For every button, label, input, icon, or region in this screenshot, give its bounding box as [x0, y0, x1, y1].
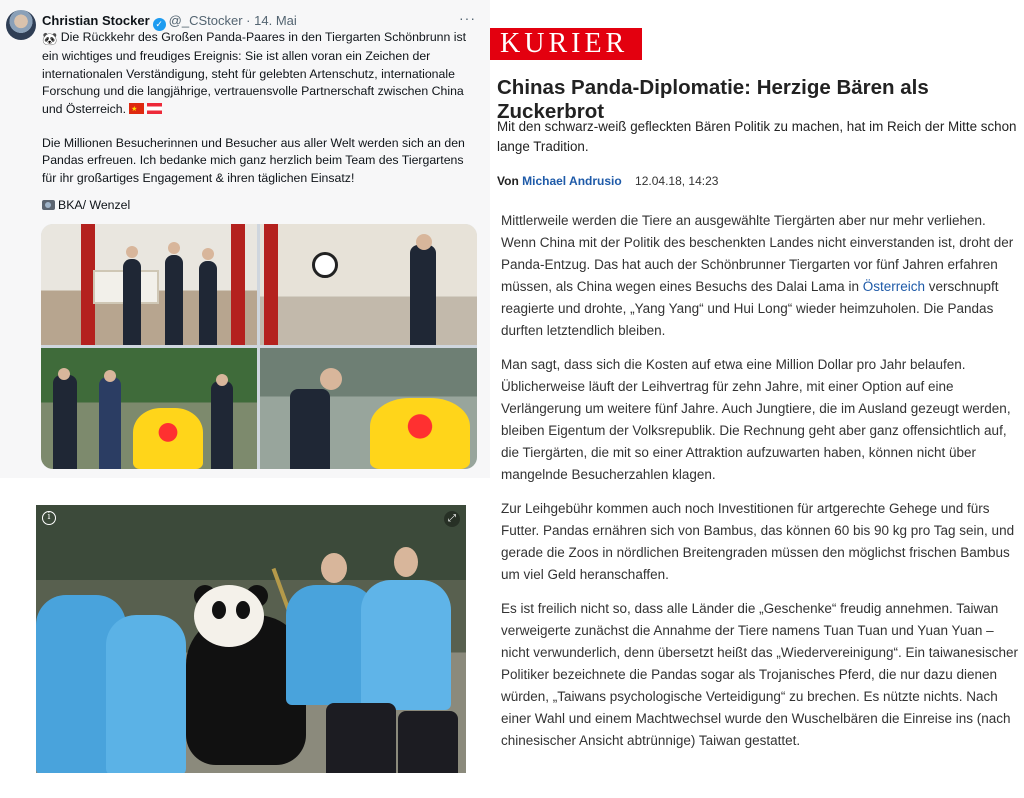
- info-icon[interactable]: i: [42, 511, 56, 525]
- person-head: [58, 368, 70, 380]
- panda-photo[interactable]: [36, 505, 466, 773]
- tweet-photo-4[interactable]: [260, 348, 477, 469]
- tweet-card[interactable]: [0, 0, 490, 478]
- article-paragraph-2: Man sagt, dass sich die Kosten auf etwa eine Million Dollar pro Jahr belaufen. Üblicherweise läuft der Leihvertrag für zehn Jahre, mit einer Option auf eine Verlängerung um weitere fünf Jahre. Auch Jungtiere, die im Ausland gezeugt werden, bleiben Eigentum der Volksrepublik. Die Rechnung geht aber ganz offensichtlich auf, die Tiergärten, die mit so einer Attraktion aufzuwarten haben, können nicht über mangelnde Besucherzahlen klagen.: [501, 357, 1011, 482]
- person: [290, 389, 330, 469]
- logo-text: KURIER: [500, 28, 629, 59]
- photo-credit-text: BKA/ Wenzel: [58, 198, 131, 212]
- flag-austria-icon: [147, 103, 162, 114]
- article-paragraph-1: [501, 210, 1021, 342]
- person: [165, 255, 183, 345]
- person-head: [320, 368, 342, 390]
- article-lead: Mit den schwarz-weiß gefleckten Bären Politik zu machen, hat im Reich der Mitte schon lange Tradition.: [497, 119, 1017, 154]
- by-label: Von: [497, 174, 519, 188]
- person-head: [321, 553, 347, 583]
- person-head: [126, 246, 138, 258]
- tweet-paragraph-1-text: Die Rückkehr des Großen Panda-Paares in den Tiergarten Schönbrunn ist ein wichtiges und freudiges Ereignis: Sie ist allen voran ein Zeichen der internationalen Verständigung, steht für gelebten Artenschutz, internationale Forschung und die langjährige, vertrauensvolle Partnerschaft zwischen China und Österreich.: [42, 30, 467, 116]
- tweet-paragraph-1: [42, 29, 474, 118]
- person-legs: [398, 711, 458, 773]
- person: [123, 259, 141, 345]
- author-handle[interactable]: @_CStocker: [168, 13, 243, 28]
- tweet-paragraph-2: Die Millionen Besucherinnen und Besucher aus aller Welt werden sich an den Pandas erfreuen. Ich bedanke mich ganz herzlich beim Team des Tiergartens für ihr großartiges Engagement & ihren täglichen Einsatz!: [42, 136, 465, 185]
- panda-eye: [212, 601, 226, 619]
- paragraph-text: Mittlerweile werden die Tiere an ausgewählte Tiergärten aber nur mehr verliehen. Wenn China mit der Politik des beschenkten Landes nicht einverstanden ist, droht der Panda-Entzug. Das hat auch der Schönbrunner Tiergarten vor fünf Jahren erfahren müssen, als China wegen eines Besuchs des Dalai Lama in: [501, 213, 1014, 294]
- tweet-photo-3[interactable]: [41, 348, 257, 469]
- red-pillar: [231, 224, 245, 345]
- person-head: [394, 547, 418, 577]
- panda-figure: [312, 252, 338, 278]
- expand-icon[interactable]: ⤢: [444, 511, 460, 527]
- photo-credit: [42, 198, 130, 212]
- article-body: [501, 210, 1021, 764]
- article-paragraph-4: Es ist freilich nicht so, dass alle Länder die „Geschenke“ freudig annehmen. Taiwan verweigerte zunächst die Annahme der Tiere namens Tuan Tuan und Yuan Yuan – nicht verwunderlich, denn übersetzt heißt das „Wiedervereinigung“. Ein taiwanesischer Politiker bezeichnete die Pandas sogar als Trojanisches Pferd, die nur dazu dienen würden, „Taiwans psychologische Verteidigung“ zu brechen. Es nützte nichts. Nach einer Wahl und einem Machtwechsel wurde den Wuschelbären die Einreise ins (nach chinesischer Ansicht abtrünnige) Taiwan gestattet.: [501, 601, 1019, 748]
- tweet-date[interactable]: 14. Mai: [254, 13, 297, 28]
- red-pillar: [264, 224, 278, 345]
- lion-dance-costume: [370, 398, 470, 469]
- lion-dance-costume: [133, 408, 203, 469]
- author-link[interactable]: Michael Andrusio: [522, 174, 622, 188]
- article-date: 12.04.18, 14:23: [635, 174, 719, 188]
- person-head: [416, 234, 432, 250]
- tweet-photo-2[interactable]: [260, 224, 477, 345]
- tweet-photo-grid: [41, 224, 477, 469]
- person-head: [168, 242, 180, 254]
- paragraph-text: verschnupft reagierte und drohte, „Yang Yang“ und Hui Long“ wieder heimzuholen. Die Pandas durften letztendlich bleiben.: [501, 279, 999, 338]
- article-title: Chinas Panda-Diplomatie: Herzige Bären als Zuckerbrot: [497, 76, 929, 123]
- person-head: [104, 370, 116, 382]
- panda-emoji-icon: 🐼: [42, 32, 58, 46]
- person-legs: [326, 703, 396, 773]
- tweet-text: [42, 29, 474, 204]
- person: [53, 375, 77, 469]
- person: [211, 381, 233, 469]
- tweet-header: [42, 12, 480, 30]
- person-head: [216, 374, 228, 386]
- kurier-logo[interactable]: [490, 28, 642, 60]
- austria-link[interactable]: Österreich: [862, 279, 925, 294]
- avatar[interactable]: [6, 10, 36, 40]
- person-blue-coat: [361, 580, 451, 710]
- author-name[interactable]: Christian Stocker: [42, 13, 150, 28]
- camera-icon: [42, 200, 55, 210]
- article-meta: [497, 174, 718, 188]
- tweet-photo-1[interactable]: [41, 224, 257, 345]
- panda-eye: [236, 601, 250, 619]
- separator-dot: ·: [246, 13, 251, 28]
- flag-china-icon: [129, 103, 144, 114]
- panda-face: [194, 585, 264, 647]
- person: [199, 261, 217, 345]
- verified-icon: ✓: [153, 18, 166, 31]
- person-blue-coat: [106, 615, 186, 773]
- more-icon[interactable]: ···: [459, 10, 476, 26]
- article-paragraph-3: Zur Leihgebühr kommen auch noch Investitionen für artgerechte Gehege und fürs Futter. Pandas ernähren sich von Bambus, das können 60 bis 90 kg pro Tag sein, und gerade die Zoos in nördlichen Breitengraden müssen den möglichst frischen Bambus um viel Geld heranschaffen.: [501, 501, 1015, 582]
- person: [99, 377, 121, 469]
- person-head: [202, 248, 214, 260]
- person: [410, 245, 436, 345]
